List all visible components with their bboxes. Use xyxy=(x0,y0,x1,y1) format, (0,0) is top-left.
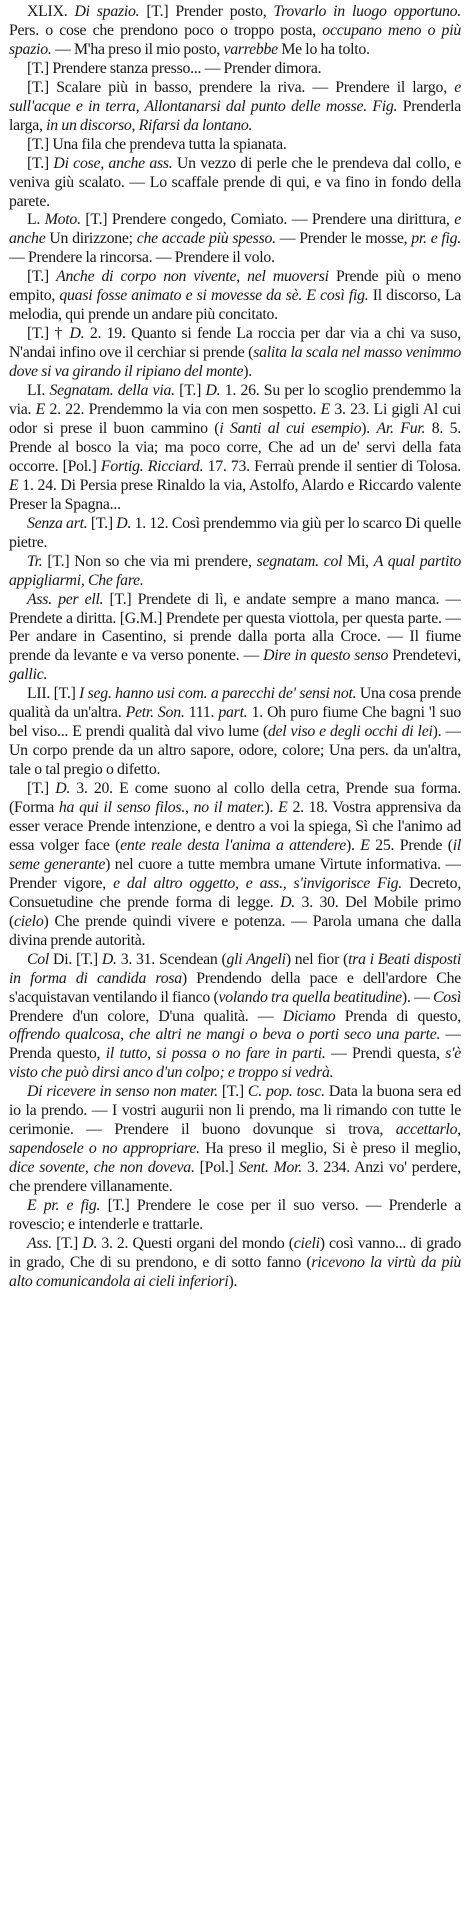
italic-text: offrendo qualcosa, che altri ne mangi o beva o porti seco una parte. xyxy=(9,1026,441,1044)
text-run: [T.] Prendete di lì, e andate sempre a mano manca. — Prendete a diritta. [G.M.] Prendete per questa viottola, per questa parte. — Per andare in Casentino, si prende dalla porta alla Croce. — Il fiume prende da levante e va verso ponente. — xyxy=(9,590,461,665)
italic-text: varrebbe xyxy=(223,40,278,58)
text-run: 3. 20. E come suono al collo della cetra, Prende sua forma. (Forma xyxy=(9,780,461,817)
text-run: ) così vanno... di grado in grado, Che di su prendono, e di sotto fanno ( xyxy=(9,1234,461,1271)
text-run: 17. 73. Ferraù prende il sentier di Tolosa. xyxy=(203,457,461,475)
italic-text: D. xyxy=(82,1234,98,1252)
italic-text: Petr. Son. xyxy=(125,704,185,722)
italic-text: Dire in questo senso xyxy=(263,647,389,665)
italic-text: Di cose, anche ass. xyxy=(53,154,173,172)
entry-paragraph xyxy=(9,79,461,136)
text-run: Pers. o cose che prendono poco o troppo posta, xyxy=(9,21,323,39)
text-run: Ha preso il meglio, Si è preso il meglio, xyxy=(199,1140,461,1158)
text-run: 2. 18. Vostra apprensiva da esser verace Prende intenzione, e dentro a voi la spiega, Sì che l'animo ad essa volger face ( xyxy=(9,799,461,854)
italic-text: ricevono la virtù da più alto comunicandola ai cieli inferiori xyxy=(9,1253,461,1290)
text-run: Prenda di questo, xyxy=(335,1007,461,1025)
italic-text: del viso e degli occhi di lei xyxy=(267,723,433,741)
italic-text: Sent. Mor. xyxy=(238,1159,302,1177)
italic-text: Diciamo xyxy=(282,1007,336,1025)
italic-text: volando tra quella beatitudine xyxy=(218,988,402,1006)
entry-paragraph xyxy=(9,1235,461,1292)
text-run: — Prendi questa, xyxy=(325,1045,446,1063)
italic-text: gli Angeli xyxy=(226,950,286,968)
italic-text: ha qui il senso filos., no il mater. xyxy=(58,799,265,817)
italic-text: il seme generante xyxy=(9,836,461,873)
italic-text: accettarlo, sapendosele o no appropriare. xyxy=(9,1121,461,1158)
entry-paragraph xyxy=(9,951,461,1084)
italic-text: D. xyxy=(55,780,71,798)
italic-text: Tr. xyxy=(27,552,43,570)
entry-paragraph xyxy=(9,382,461,515)
text-run: ). xyxy=(243,363,253,381)
text-run: Una cosa prende qualità da un'altra. xyxy=(9,685,461,722)
italic-text: dice sovente, che non doveva. xyxy=(9,1159,195,1177)
italic-text: tra i Beati disposti in forma di candida rosa xyxy=(9,950,461,987)
text-run: ) Prendendo della pace e dell'ardore Che s'acquistavan ventilando il fianco ( xyxy=(9,969,461,1006)
text-run: Di. [T.] xyxy=(49,950,102,968)
text-run: Mi, xyxy=(342,552,374,570)
italic-text: D. xyxy=(280,893,295,911)
italic-text: E xyxy=(360,836,370,854)
text-run: Me lo ha tolto. xyxy=(277,40,370,58)
italic-text: Trovarlo in luogo opportuno. xyxy=(273,3,461,20)
text-run: ) Che prende quindi vivere e potenza. — Parola umana che dalla divina prende autorità. xyxy=(9,912,461,949)
italic-text: cielo xyxy=(14,912,44,930)
italic-text: Di spazio. xyxy=(74,3,140,20)
text-run: [T.] Scalare più in basso, prendere la riva. — Prendere il largo, xyxy=(27,78,455,96)
italic-text: e dal altro oggetto, e ass., s'invigorisce Fig. xyxy=(113,874,402,892)
entry-paragraph xyxy=(9,1083,461,1197)
text-run: 3. 30. Del Mobile primo ( xyxy=(9,893,461,930)
italic-text: E xyxy=(320,401,330,419)
italic-text: A qual partito appigliarmi, Che fare. xyxy=(9,552,461,589)
text-run: [T.] Non so che via mi prendere, xyxy=(42,552,257,570)
text-run: ). xyxy=(264,799,279,817)
text-run: Decreto, Consuetudine che prende forma di legge. xyxy=(9,874,461,911)
text-run: — Prenda questo, xyxy=(9,1026,461,1063)
text-run: ) nel fior ( xyxy=(285,950,349,968)
italic-text: E xyxy=(35,401,46,419)
italic-text: Moto. xyxy=(44,211,81,229)
italic-text: gallic. xyxy=(9,666,48,684)
text-run: ). xyxy=(361,419,377,437)
text-run: [Pol.] xyxy=(194,1159,239,1177)
italic-text: cieli xyxy=(293,1234,320,1252)
text-run: [T.] Prendere le cose per il suo verso. — Prenderle a rovescio; e intenderle e trattarle. xyxy=(9,1197,461,1233)
text-run: Il discorso, La melodia, qui prende un andare più concitato. xyxy=(9,287,461,324)
italic-text: segnatam. col xyxy=(256,552,343,570)
text-run: 1. 12. Così prendemmo via giù per lo scarco Di quelle pietre. xyxy=(9,514,461,551)
text-run: [T.] xyxy=(27,780,56,798)
text-run: L. xyxy=(27,211,45,229)
entry-paragraph xyxy=(9,553,461,591)
italic-text: Segnatam. della via. xyxy=(49,382,175,400)
text-run: [T.] Prendere stanza presso... — Prender dimora. xyxy=(27,59,322,77)
text-run: 25. Prende ( xyxy=(369,836,453,854)
text-run: [T.] Prender posto, xyxy=(139,3,274,20)
text-run: [T.] xyxy=(27,154,54,172)
entry-paragraph xyxy=(9,136,461,155)
text-run: — M'ha preso il mio posto, xyxy=(51,40,224,58)
italic-text: D. xyxy=(116,514,132,532)
italic-text: C. pop. tosc. xyxy=(247,1083,325,1101)
text-run: ). — Un corpo prende da un altro sapore, odore, colore; Una pers. da un'altra, tale o tal pregio o difetto. xyxy=(9,723,461,779)
italic-text: I seg. hanno usi com. a parecchi de' sensi not. xyxy=(79,685,357,703)
italic-text: D. xyxy=(205,382,221,400)
text-run: — Prendere la rincorsa. — Prendere il volo. xyxy=(9,249,275,267)
text-run: Prenderla larga, xyxy=(9,97,461,134)
text-run: [T.] xyxy=(217,1083,248,1101)
italic-text: il tutto, si possa o no fare in parti. xyxy=(105,1045,326,1063)
italic-text: D. xyxy=(101,950,117,968)
text-run: 2. 19. Quanto si fende La roccia per dar via a chi va suso, N'andai infino ove il cerchiar si prende ( xyxy=(9,325,461,362)
italic-text: occupano meno o più spazio. xyxy=(9,21,461,58)
italic-text: Senza art. xyxy=(27,514,88,532)
italic-text: Fortig. Ricciard. xyxy=(100,457,204,475)
italic-text: che accade più spesso. xyxy=(136,230,276,248)
text-run: XLIX. xyxy=(27,3,75,20)
italic-text: D. xyxy=(69,325,85,343)
text-run: ). xyxy=(345,836,361,854)
entry-paragraph xyxy=(9,515,461,553)
text-run: [T.] xyxy=(174,382,206,400)
text-run: [T.] Prendere congedo, Comiato. — Prendere una dirittura, xyxy=(80,211,455,229)
text-run: ). xyxy=(228,1272,238,1290)
text-run: 1. 24. Di Persia prese Rinaldo la via, Astolfo, Alardo e Riccardo valente Preser la Spagna... xyxy=(9,476,461,513)
text-run: 3. 234. Anzi vo' perdere, che prendere villanamente. xyxy=(9,1159,461,1196)
text-run: Un vezzo di perle che le prendeva dal collo, e veniva giù scalato. — Lo scaffale prende di qui, e va fino in fondo della parete. xyxy=(9,154,461,210)
italic-text: ente reale desta l'anima a attendere xyxy=(120,836,346,854)
text-run: ). — xyxy=(401,988,434,1006)
entry-paragraph xyxy=(9,685,461,780)
italic-text: E xyxy=(9,476,19,494)
italic-text: Di ricevere in senso non mater. xyxy=(27,1083,218,1101)
text-run: [T.] Una fila che prendeva tutta la spianata. xyxy=(27,135,287,153)
italic-text: quasi fosse animato e si movesse da sè. E così fig. xyxy=(59,287,369,305)
entry-paragraph xyxy=(9,325,461,382)
italic-text: E pr. e fig. xyxy=(27,1197,101,1215)
text-run: 1. 26. Su per lo scoglio prendemmo la via. xyxy=(9,382,461,419)
italic-text: Ar. Fur. xyxy=(376,419,426,437)
italic-text: s'è visto che può dirsi anco d'un colpo; e troppo si vedrà. xyxy=(9,1045,461,1082)
entry-paragraph xyxy=(9,780,461,951)
italic-text: Così xyxy=(433,988,461,1006)
italic-text: E xyxy=(278,799,288,817)
text-run: Prende più o meno empito, xyxy=(9,268,461,305)
italic-text: salita la scala nel masso venimmo dove si va girando il ripiano del monte xyxy=(9,344,461,381)
text-run: Prendetevi, xyxy=(388,647,461,665)
text-run: Un dirizzone; xyxy=(45,230,137,248)
text-run: Prendere d'un colore, D'una qualità. — xyxy=(9,1007,283,1025)
text-run: 3. 31. Scendean ( xyxy=(116,950,227,968)
text-run: Data la buona sera ed io la prendo. — I vostri augurii non li prendo, ma li rimando con tutte le cerimonie. — Prendere il buono dovunque si trova, xyxy=(9,1083,461,1139)
text-run: LI. xyxy=(27,382,50,400)
italic-text: e sull'acque e in terra, Allontanarsi dal punto delle mosse. Fig. xyxy=(9,78,461,115)
entry-paragraph xyxy=(9,268,461,325)
text-run: 3. 2. Questi organi del mondo ( xyxy=(97,1234,294,1252)
text-run: LII. [T.] xyxy=(27,685,80,703)
text-run: [T.] xyxy=(27,268,57,286)
text-run: — Prender le mosse, xyxy=(275,230,412,248)
italic-text: in un discorso, Rifarsi da lontano. xyxy=(46,116,253,134)
italic-text: i Santi al cui esempio xyxy=(219,419,362,437)
entry-paragraph xyxy=(9,60,461,79)
text-run: [T.] † xyxy=(27,325,70,343)
text-run: [T.] xyxy=(51,1234,83,1252)
entry-paragraph xyxy=(9,1197,461,1235)
entry-paragraph xyxy=(9,211,461,268)
entry-paragraph xyxy=(9,155,461,212)
italic-text: Col xyxy=(27,950,50,968)
text-run: 2. 22. Prendemmo la via con men sospetto. xyxy=(45,401,321,419)
italic-text: Ass. xyxy=(27,1234,52,1252)
text-run: 3. 23. Li gigli Al cui odor si prese il buon cammino ( xyxy=(9,401,461,437)
text-run: 1. Oh puro fiume Che bagni 'l suo bel viso... E prendi qualità dal vivo lume ( xyxy=(9,704,461,741)
italic-text: Ass. per ell. xyxy=(27,590,104,608)
text-run: [T.] xyxy=(87,514,117,532)
italic-text: pr. e fig. xyxy=(411,230,461,248)
text-run: 8. 5. Prende al bosco la via; ma poco corre, Che ad un de' servi della fata occorre. [Pol.] xyxy=(9,419,461,475)
text-run: ) nel cuore a tutte membra umane Virtute informativa. — Prender vigore, xyxy=(9,855,461,892)
dictionary-page xyxy=(9,3,461,1901)
text-run: 111. xyxy=(184,704,219,722)
entry-paragraph xyxy=(9,3,461,60)
italic-text: part. xyxy=(218,704,248,722)
italic-text: Anche di corpo non vivente, nel muoversi xyxy=(56,268,329,286)
italic-text: e anche xyxy=(9,211,461,248)
entry-paragraph xyxy=(9,591,461,686)
